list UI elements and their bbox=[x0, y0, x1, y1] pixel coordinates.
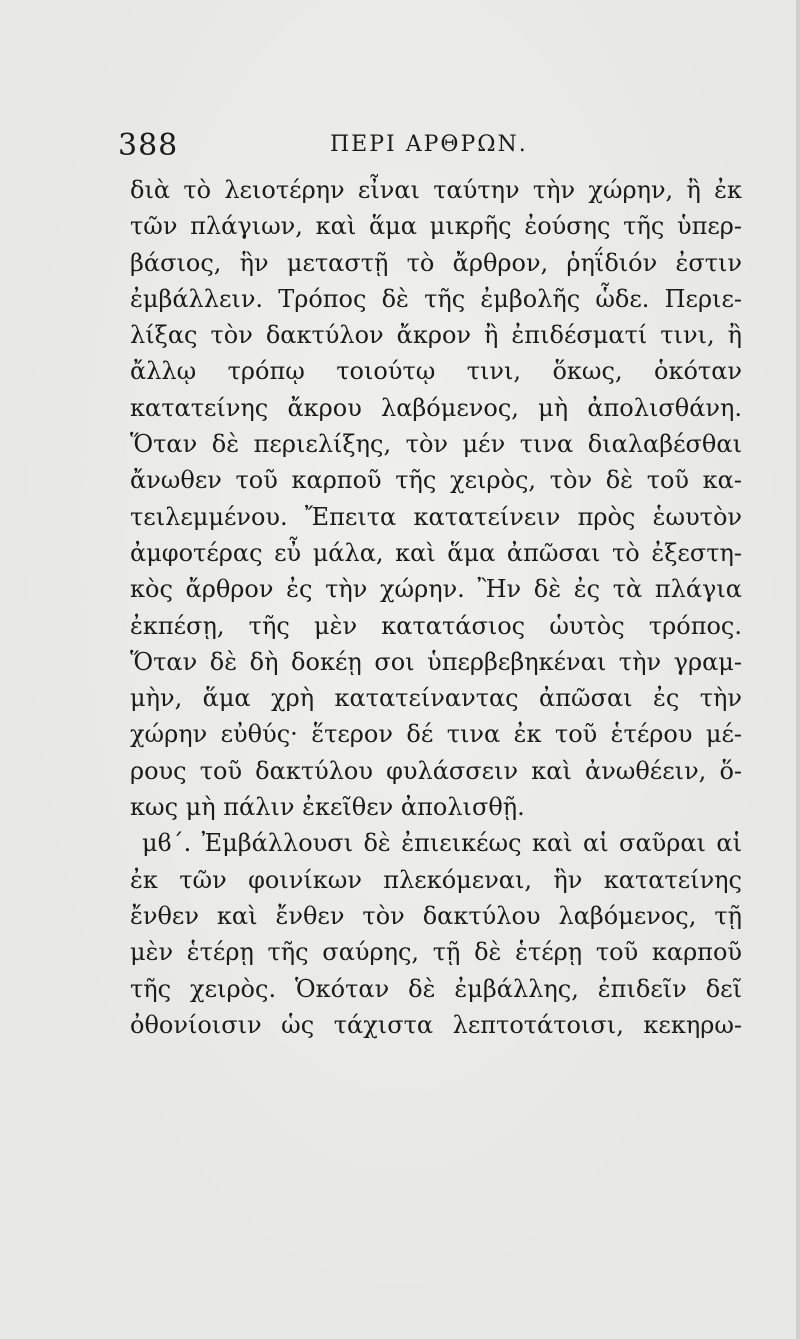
text-line: βάσιος, ἣν μεταστῇ τὸ ἄρθρον, ῥηΐδιόν ἐστιν bbox=[130, 248, 742, 277]
text-line: τειλεμμένου. Ἔπειτα κατατείνειν πρὸς ἑωυτὸν bbox=[130, 502, 742, 531]
text-line: ὀθονίοισιν ὡς τάχιστα λεπτοτάτοισι, κεκηρω- bbox=[130, 1010, 742, 1039]
text-line: τῶν πλάγιων, καὶ ἅμα μικρῆς ἐούσης τῆς ὑπερ- bbox=[130, 212, 742, 241]
page-number: 388 bbox=[118, 128, 179, 163]
page-header bbox=[118, 128, 738, 168]
body-text bbox=[130, 172, 742, 1043]
text-line: διὰ τὸ λειοτέρην εἶναι ταύτην τὴν χώρην, ἢ ἐκ bbox=[130, 176, 742, 204]
text-line: κως μὴ πάλιν ἐκεῖθεν ἀπολισθῇ. bbox=[130, 793, 525, 822]
text-line: ἐμβάλλειν. Τρόπος δὲ τῆς ἐμβολῆς ὧδε. Περιε- bbox=[130, 284, 742, 313]
text-line: κὸς ἄρθρον ἐς τὴν χώρην. Ἢν δὲ ἐς τὰ πλάγια bbox=[130, 575, 742, 604]
running-head: ΠΕΡΙ ΑΡΘΡΩΝ. bbox=[330, 132, 528, 157]
section-start-line: μϐ΄. Ἐμβάλλουσι δὲ ἐπιεικέως καὶ αἱ σαῦραι αἱ bbox=[142, 829, 742, 858]
text-line: ἀμφοτέρας εὖ μάλα, καὶ ἅμα ἀπῶσαι τὸ ἐξεστη- bbox=[130, 538, 742, 567]
text-line: τῆς χειρὸς. Ὁκόταν δὲ ἐμβάλλης, ἐπιδεῖν δεῖ bbox=[130, 974, 742, 1003]
text-line: ρους τοῦ δακτύλου φυλάσσειν καὶ ἀνωθέειν, ὅ- bbox=[130, 756, 742, 785]
page-edge bbox=[796, 0, 800, 1339]
text-line: ἐκ τῶν φοινίκων πλεκόμεναι, ἣν κατατείνης bbox=[130, 865, 742, 894]
text-line: μὴν, ἅμα χρὴ κατατείναντας ἀπῶσαι ἐς τὴν bbox=[130, 684, 742, 713]
text-line: ἄλλῳ τρόπῳ τοιούτῳ τινι, ὅκως, ὁκόταν bbox=[130, 357, 742, 386]
text-line: κατατείνης ἄκρου λαβόμενος, μὴ ἀπολισθάνη. bbox=[130, 393, 742, 422]
text-line: χώρην εὐθύς· ἕτερον δέ τινα ἐκ τοῦ ἑτέρου μέ- bbox=[130, 720, 742, 749]
text-line: ἐκπέσῃ, τῆς μὲν κατατάσιος ὡυτὸς τρόπος. bbox=[130, 611, 742, 640]
text-line: μὲν ἑτέρῃ τῆς σαύρης, τῇ δὲ ἑτέρῃ τοῦ καρποῦ bbox=[130, 938, 742, 967]
text-line: Ὅταν δὲ δὴ δοκέῃ σοι ὑπερβεβηκέναι τὴν γραμ- bbox=[130, 647, 742, 676]
text-line: λίξας τὸν δακτύλον ἄκρον ἢ ἐπιδέσματί τινι, ἢ bbox=[130, 321, 742, 350]
text-line: ἄνωθεν τοῦ καρποῦ τῆς χειρὸς, τὸν δὲ τοῦ κα- bbox=[130, 466, 742, 495]
text-line: ἔνθεν καὶ ἔνθεν τὸν δακτύλου λαβόμενος, τῇ bbox=[130, 901, 742, 930]
text-line: Ὅταν δὲ περιελίξης, τὸν μέν τινα διαλαβέσθαι bbox=[130, 430, 742, 459]
